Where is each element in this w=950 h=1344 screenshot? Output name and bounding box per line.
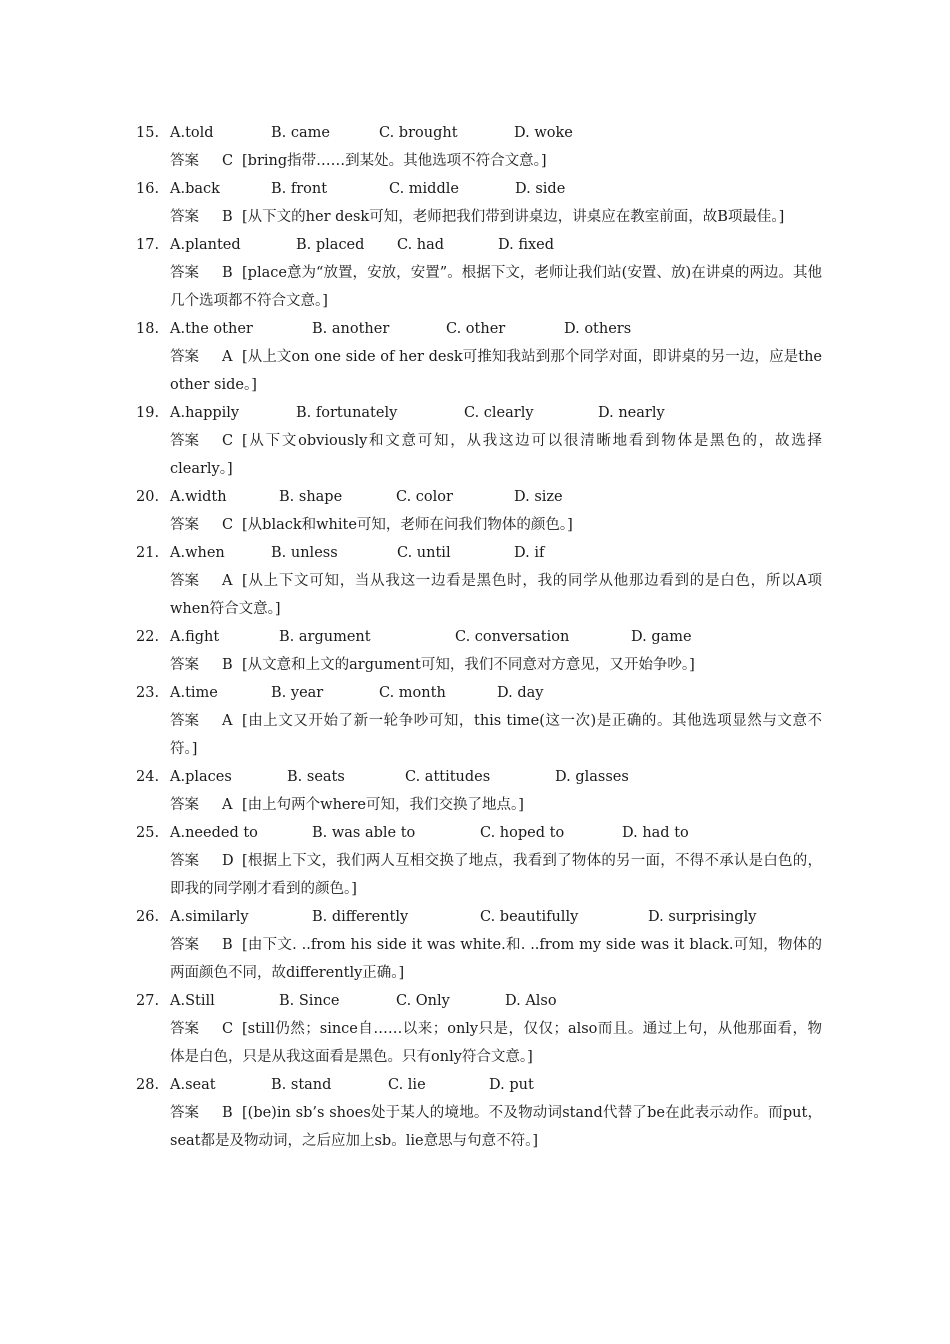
options-row xyxy=(0,119,950,147)
options-row xyxy=(0,679,950,707)
question-item xyxy=(0,539,950,623)
answer-block xyxy=(0,1015,822,1071)
option-c: C. clearly xyxy=(464,405,534,421)
option-a: A.planted xyxy=(170,237,241,253)
option-a: A.similarly xyxy=(170,909,249,925)
option-d: D. put xyxy=(489,1077,534,1093)
option-d: D. surprisingly xyxy=(648,909,757,925)
option-c: C. until xyxy=(397,545,451,561)
answer-letter: A xyxy=(222,797,233,813)
option-a: A.needed to xyxy=(170,825,258,841)
answer-explanation: [从上下文可知，当从我这一边看是黑色时，我的同学从他那边看到的是白色，所以A项 when符合文意。] xyxy=(170,573,823,617)
option-c: C. month xyxy=(379,685,446,701)
option-b: B. placed xyxy=(296,237,365,253)
answer-block xyxy=(0,567,822,623)
answer-letter: C xyxy=(222,1021,234,1037)
answer-explanation: [由上句两个where可知，我们交换了地点。] xyxy=(242,797,524,813)
answer-letter: B xyxy=(222,657,233,673)
question-number: 18. xyxy=(136,321,160,337)
question-number: 21. xyxy=(136,545,160,561)
question-item xyxy=(0,399,950,483)
answer-explanation: [从下文的her desk可知，老师把我们带到讲桌边，讲桌应在教室前面，故B项最佳。] xyxy=(242,209,785,225)
answer-block xyxy=(0,343,822,399)
answer-explanation: [从下文obviously和文意可知，从我这边可以很清晰地看到物体是黑色的，故选择clearly。] xyxy=(170,433,822,477)
option-c: C. had xyxy=(397,237,445,253)
options-row xyxy=(0,1071,950,1099)
answer-label: 答案 xyxy=(170,517,199,533)
option-c: C. beautifully xyxy=(480,909,579,925)
option-d: D. fixed xyxy=(498,237,555,253)
question-number: 23. xyxy=(136,685,160,701)
option-d: D. others xyxy=(564,321,632,337)
options-row xyxy=(0,987,950,1015)
answer-letter: C xyxy=(222,433,234,449)
options-row xyxy=(0,315,950,343)
answer-block xyxy=(0,1099,822,1155)
answer-letter: A xyxy=(222,349,233,365)
answer-explanation: [从上文on one side of her desk可推知我站到那个同学对面，即讲桌的另一边，应是the other side。] xyxy=(170,349,822,393)
option-c: C. attitudes xyxy=(405,769,491,785)
option-d: D. had to xyxy=(622,825,689,841)
options-row xyxy=(0,175,950,203)
option-b: B. fortunately xyxy=(296,405,398,421)
option-c: C. brought xyxy=(379,125,458,141)
option-a: A.the other xyxy=(170,321,253,337)
question-item xyxy=(0,623,950,679)
answer-letter: A xyxy=(222,713,233,729)
option-c: C. lie xyxy=(388,1077,426,1093)
option-a: A.Still xyxy=(170,993,215,1009)
answer-block xyxy=(0,203,822,231)
question-number: 26. xyxy=(136,909,160,925)
answer-block xyxy=(0,651,822,679)
option-d: D. day xyxy=(497,685,544,701)
answer-letter: B xyxy=(222,265,233,281)
option-c: C. conversation xyxy=(455,629,570,645)
answer-explanation: [从文意和上文的argument可知，我们不同意对方意见，又开始争吵。] xyxy=(242,657,695,673)
question-item xyxy=(0,175,950,231)
answer-letter: B xyxy=(222,937,233,953)
option-d: D. size xyxy=(514,489,563,505)
option-d: D. side xyxy=(515,181,566,197)
option-a: A.width xyxy=(170,489,227,505)
answer-label: 答案 xyxy=(170,713,199,729)
option-b: B. argument xyxy=(279,629,371,645)
option-b: B. Since xyxy=(279,993,340,1009)
question-number: 15. xyxy=(136,125,160,141)
answer-explanation: [(be)in sb’s shoes处于某人的境地。不及物动词stand代替了be在此表示动作。而put，seat都是及物动词，之后应加上sb。lie意思与句意不符。] xyxy=(170,1105,822,1149)
answer-letter: B xyxy=(222,209,233,225)
option-d: D. game xyxy=(631,629,692,645)
answer-letter: D xyxy=(222,853,234,869)
question-item xyxy=(0,903,950,987)
question-item xyxy=(0,987,950,1071)
answer-block xyxy=(0,147,822,175)
answer-label: 答案 xyxy=(170,1021,199,1037)
answer-explanation: [由上文又开始了新一轮争吵可知，this time(这一次)是正确的。其他选项显然与文意不符。] xyxy=(170,713,822,757)
question-item xyxy=(0,679,950,763)
option-b: B. stand xyxy=(271,1077,332,1093)
options-row xyxy=(0,819,950,847)
option-d: D. nearly xyxy=(598,405,665,421)
answer-label: 答案 xyxy=(170,209,199,225)
options-row xyxy=(0,763,950,791)
answer-label: 答案 xyxy=(170,657,199,673)
answer-label: 答案 xyxy=(170,349,199,365)
option-a: A.fight xyxy=(170,629,220,645)
answer-explanation: [根据上下文，我们两人互相交换了地点，我看到了物体的另一面，不得不承认是白色的，即我的同学刚才看到的颜色。] xyxy=(170,853,822,897)
answer-explanation: [从black和white可知，老师在问我们物体的颜色。] xyxy=(242,517,573,533)
option-c: C. other xyxy=(446,321,506,337)
option-d: D. Also xyxy=(505,993,557,1009)
answer-label: 答案 xyxy=(170,433,199,449)
question-number: 25. xyxy=(136,825,160,841)
answer-label: 答案 xyxy=(170,853,199,869)
answer-letter: A xyxy=(222,573,233,589)
question-item xyxy=(0,231,950,315)
question-item xyxy=(0,819,950,903)
answer-letter: B xyxy=(222,1105,233,1121)
option-a: A.told xyxy=(170,125,214,141)
question-item xyxy=(0,483,950,539)
question-item xyxy=(0,763,950,819)
option-a: A.when xyxy=(170,545,225,561)
options-row xyxy=(0,231,950,259)
option-a: A.time xyxy=(170,685,218,701)
question-list xyxy=(0,119,950,1155)
option-c: C. color xyxy=(396,489,453,505)
question-number: 28. xyxy=(136,1077,160,1093)
question-item xyxy=(0,315,950,399)
answer-label: 答案 xyxy=(170,573,199,589)
option-b: B. differently xyxy=(312,909,409,925)
question-item xyxy=(0,1071,950,1155)
option-a: A.back xyxy=(170,181,220,197)
answer-label: 答案 xyxy=(170,1105,199,1121)
option-a: A.places xyxy=(170,769,232,785)
answer-explanation: [由下文. ..from his side it was white.和. ..from my side was it black.可知，物体的两面颜色不同，故differently正确。] xyxy=(170,937,822,981)
question-number: 22. xyxy=(136,629,160,645)
answer-block xyxy=(0,931,822,987)
option-c: C. middle xyxy=(389,181,459,197)
options-row xyxy=(0,623,950,651)
answer-label: 答案 xyxy=(170,153,199,169)
answer-label: 答案 xyxy=(170,265,199,281)
answer-letter: C xyxy=(222,153,234,169)
answer-block xyxy=(0,427,822,483)
option-b: B. unless xyxy=(271,545,338,561)
answer-block xyxy=(0,791,822,819)
question-number: 20. xyxy=(136,489,160,505)
question-item xyxy=(0,119,950,175)
option-a: A.seat xyxy=(170,1077,216,1093)
option-a: A.happily xyxy=(170,405,240,421)
answer-explanation: [bring指带……到某处。其他选项不符合文意。] xyxy=(242,153,547,169)
answer-block xyxy=(0,847,822,903)
option-d: D. woke xyxy=(514,125,573,141)
answer-explanation: [still仍然；since自……以来；only只是，仅仅；also而且。通过上句，从他那面看，物体是白色，只是从我这面看是黑色。只有only符合文意。] xyxy=(170,1021,822,1065)
option-d: D. glasses xyxy=(555,769,629,785)
option-c: C. hoped to xyxy=(480,825,565,841)
question-number: 16. xyxy=(136,181,160,197)
question-number: 17. xyxy=(136,237,160,253)
question-number: 24. xyxy=(136,769,160,785)
answer-block xyxy=(0,707,822,763)
answer-explanation: [place意为“放置，安放，安置”。根据下文，老师让我们站(安置、放)在讲桌的两边。其他几个选项都不符合文意。] xyxy=(170,265,822,309)
option-d: D. if xyxy=(514,545,545,561)
options-row xyxy=(0,483,950,511)
answer-label: 答案 xyxy=(170,797,199,813)
options-row xyxy=(0,399,950,427)
option-b: B. was able to xyxy=(312,825,416,841)
option-b: B. front xyxy=(271,181,328,197)
option-b: B. year xyxy=(271,685,324,701)
answer-block xyxy=(0,259,822,315)
option-b: B. another xyxy=(312,321,390,337)
option-c: C. Only xyxy=(396,993,450,1009)
question-number: 27. xyxy=(136,993,160,1009)
options-row xyxy=(0,539,950,567)
question-number: 19. xyxy=(136,405,160,421)
option-b: B. shape xyxy=(279,489,343,505)
answer-label: 答案 xyxy=(170,937,199,953)
answer-block xyxy=(0,511,822,539)
option-b: B. seats xyxy=(287,769,345,785)
answer-letter: C xyxy=(222,517,234,533)
options-row xyxy=(0,903,950,931)
option-b: B. came xyxy=(271,125,330,141)
